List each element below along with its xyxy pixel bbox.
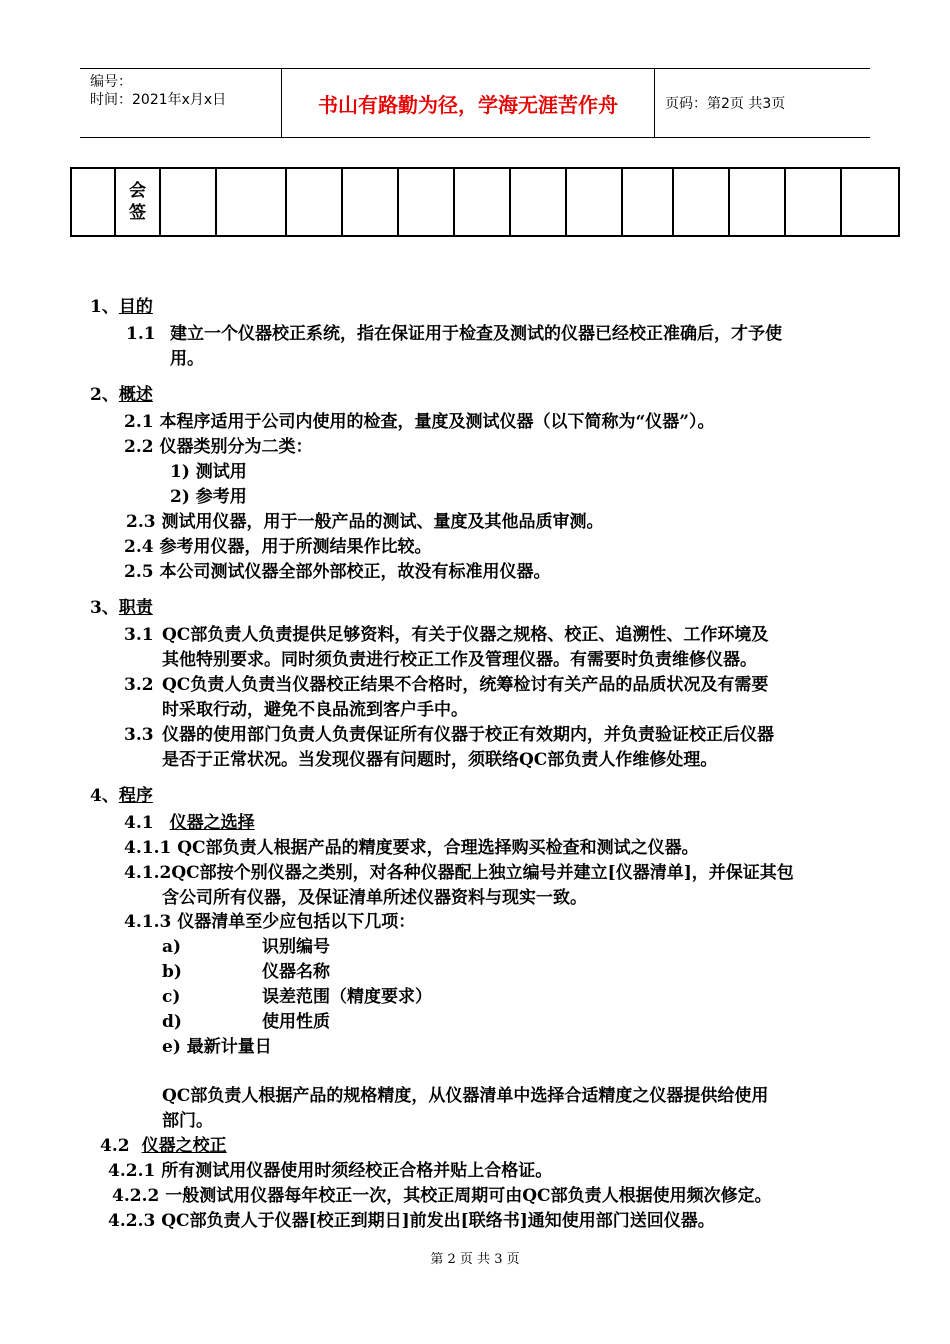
section-4-heading: 4、程序 bbox=[90, 786, 153, 806]
section-2-heading: 2、概述 bbox=[90, 385, 153, 405]
page-code: 页码：第2页 共3页 bbox=[665, 96, 786, 112]
sign-label: 会 签 bbox=[115, 168, 160, 236]
section-4-1-2: 4.1.2QC部按个别仪器之类别，对各种仪器配上独立编号并建立[仪器清单]，并保证其包 bbox=[124, 863, 794, 883]
section-2-3: 2.3 测试用仪器，用于一般产品的测试、量度及其他品质审测。 bbox=[126, 512, 604, 532]
number-label: 编号： bbox=[90, 74, 132, 90]
section-3-3-text-cont: 是否于正常状况。当发现仪器有问题时，须联络QC部负责人作维修处理。 bbox=[162, 750, 718, 770]
section-1-1-text: 建立一个仪器校正系统，指在保证用于检查及测试的仪器已经校正准确后，才予使 bbox=[170, 324, 782, 344]
section-2-5: 2.5 本公司测试仪器全部外部校正，故没有标准用仪器。 bbox=[124, 562, 551, 582]
section-3-3-text: 仪器的使用部门负责人负责保证所有仪器于校正有效期内，并负责验证校正后仪器 bbox=[162, 725, 774, 745]
list-item-text: 识别编号 bbox=[262, 937, 330, 957]
list-item-text: 使用性质 bbox=[262, 1012, 330, 1032]
section-4-1-1: 4.1.1 QC部负责人根据产品的精度要求，合理选择购买检查和测试之仪器。 bbox=[124, 838, 699, 858]
section-3-3-number: 3.3 bbox=[124, 725, 154, 745]
section-4-1-note-cont: 部门。 bbox=[162, 1111, 213, 1131]
section-2-4: 2.4 参考用仪器，用于所测结果作比较。 bbox=[124, 537, 432, 557]
section-4-2-3: 4.2.3 QC部负责人于仪器[校正到期日]前发出[联络书]通知使用部门送回仪器。 bbox=[108, 1211, 715, 1231]
section-3-1-text-cont: 其他特别要求。同时须负责进行校正工作及管理仪器。有需要时负责维修仪器。 bbox=[162, 650, 757, 670]
time-label: 时间：2021年x月x日 bbox=[90, 92, 227, 108]
section-4-2-1: 4.2.1 所有测试用仪器使用时须经校正合格并贴上合格证。 bbox=[108, 1161, 553, 1181]
motto: 书山有路勤为径，学海无涯苦作舟 bbox=[282, 69, 655, 137]
section-2-1: 2.1 本程序适用于公司内使用的检查，量度及测试仪器（以下简称为“仪器”）。 bbox=[124, 412, 715, 432]
list-item-text: 仪器名称 bbox=[262, 962, 330, 982]
section-1-1-number: 1.1 bbox=[126, 324, 156, 344]
section-3-2-text: QC负责人负责当仪器校正结果不合格时，统筹检讨有关产品的品质状况及有需要 bbox=[162, 675, 769, 695]
list-item-letter: a) bbox=[162, 937, 182, 957]
list-item-letter: c) bbox=[162, 987, 181, 1007]
list-item-letter: b) bbox=[162, 962, 182, 982]
section-1-heading: 1、目的 bbox=[90, 297, 153, 317]
section-2-2-item-2: 2) 参考用 bbox=[170, 487, 247, 507]
section-4-1-heading: 4.1 仪器之选择 bbox=[124, 813, 255, 833]
section-3-1-number: 3.1 bbox=[124, 625, 154, 645]
section-3-2-number: 3.2 bbox=[124, 675, 154, 695]
list-item-letter: d) bbox=[162, 1012, 182, 1032]
page-footer: 第 2 页 共 3 页 bbox=[430, 1252, 520, 1267]
section-4-1-note: QC部负责人根据产品的规格精度，从仪器清单中选择合适精度之仪器提供给使用 bbox=[162, 1086, 769, 1106]
section-2-2: 2.2 仪器类别分为二类： bbox=[124, 437, 313, 457]
section-3-1-text: QC部负责人负责提供足够资料，有关于仪器之规格、校正、追溯性、工作环境及 bbox=[162, 625, 769, 645]
list-item-text: 误差范围（精度要求） bbox=[262, 987, 432, 1007]
section-3-2-text-cont: 时采取行动，避免不良品流到客户手中。 bbox=[162, 700, 468, 720]
section-4-2-heading: 4.2 仪器之校正 bbox=[100, 1136, 227, 1156]
section-1-1-text-cont: 用。 bbox=[170, 349, 204, 369]
section-4-2-2: 4.2.2 一般测试用仪器每年校正一次，其校正周期可由QC部负责人根据使用频次修定。 bbox=[112, 1186, 772, 1206]
section-2-2-item-1: 1) 测试用 bbox=[170, 462, 247, 482]
section-4-1-3: 4.1.3 仪器清单至少应包括以下几项： bbox=[124, 912, 416, 932]
section-3-heading: 3、职责 bbox=[90, 598, 153, 618]
section-4-1-2-cont: 含公司所有仪器，及保证清单所述仪器资料与现实一致。 bbox=[162, 888, 587, 908]
list-item-e: e) 最新计量日 bbox=[162, 1037, 272, 1057]
